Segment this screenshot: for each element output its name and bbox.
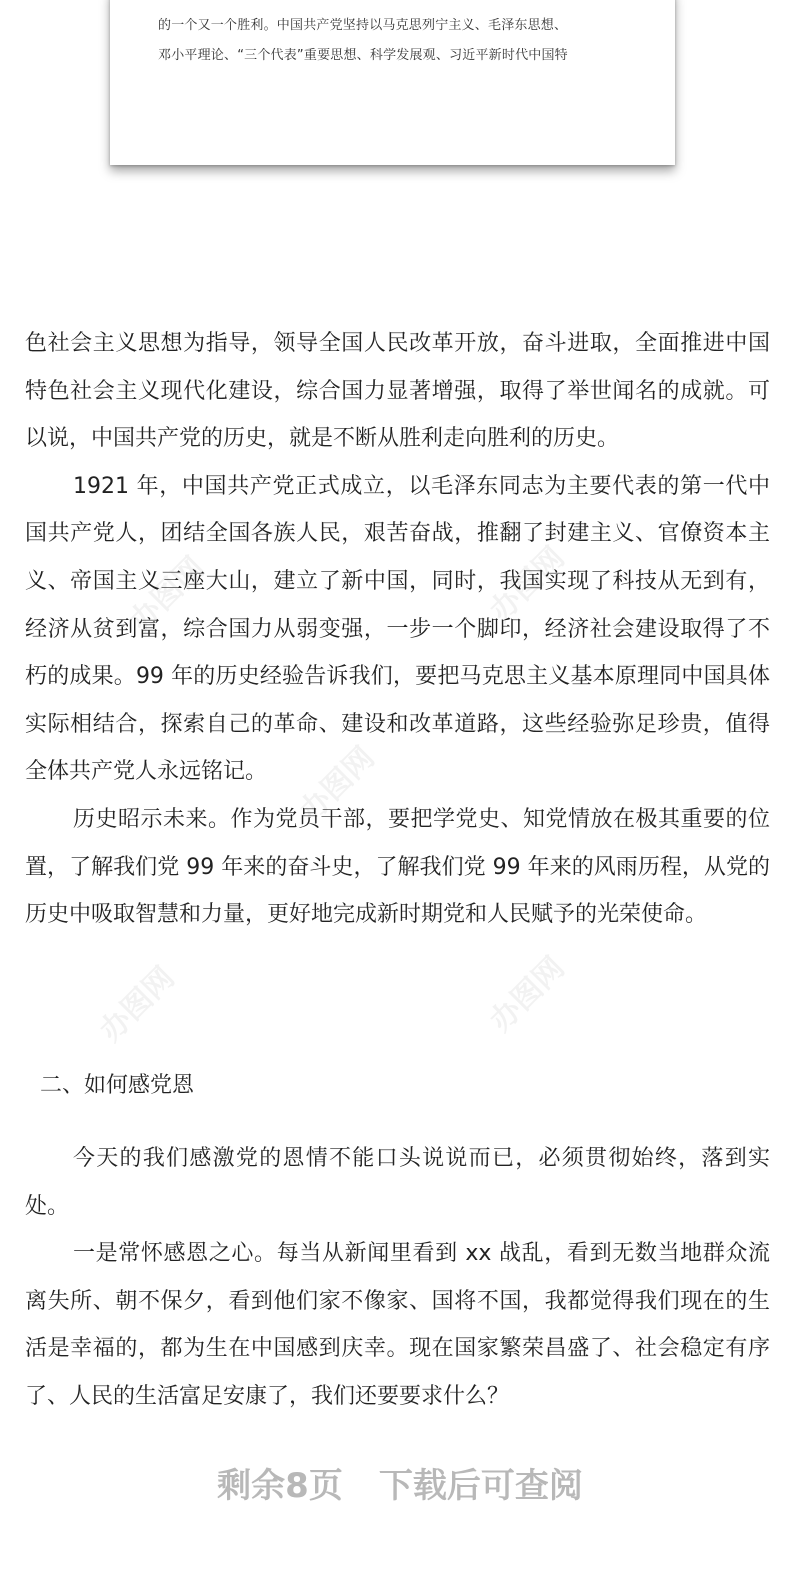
body-paragraph: 一是常怀感恩之心。每当从新闻里看到 xx 战乱，看到无数当地群众流离失所、朝不保夕，看到他们家不像家、国将不国，我都觉得我们现在的生活是幸福的，都为生在中国感到庆幸。现在国家繁荣昌盛了、社会稳定有序了、人民的生活富足安康了，我们还要要求什么？ [25,1241,770,1409]
watermark: 办图网 [93,960,182,1049]
download-prompt[interactable] [0,1458,800,1507]
preview-line: 邓小平理论、“三个代表”重要思想、科学发展观、习近平新时代中国特 [158,48,568,63]
watermark: 办图网 [483,950,572,1039]
preview-line: 的一个又一个胜利。中国共产党坚持以马克思列宁主义、毛泽东思想、 [158,18,568,33]
section-heading: 二、如何感党恩 [40,1073,195,1098]
watermark: 办图网 [123,550,212,639]
body-paragraph: 1921 年，中国共产党正式成立，以毛泽东同志为主要代表的第一代中国共产党人，团结全国各族人民，艰苦奋战，推翻了封建主义、官僚资本主义、帝国主义三座大山，建立了新中国，同时，我国实现了科技从无到有，经济从贫到富，综合国力从弱变强，一步一个脚印，经济社会建设取得了不朽的成果。99 年的历史经验告诉我们，要把马克思主义基本原理同中国具体实际相结合，探索自己的革命、建设和改革道路，这些经验弥足珍贵，值得全体共产党人永远铭记。 [25,473,770,785]
download-hint-label: 下载后可查阅 [378,1466,583,1506]
remaining-pages-label: 剩余8页 [217,1466,343,1506]
body-paragraph: 色社会主义思想为指导，领导全国人民改革开放，奋斗进取，全面推进中国特色社会主义现代化建设，综合国力显著增强，取得了举世闻名的成就。可以说，中国共产党的历史，就是不断从胜利走向胜利的历史。 [25,331,770,452]
document-body [25,320,770,939]
body-paragraph: 历史昭示未来。作为党员干部，要把学党史、知党情放在极其重要的位置，了解我们党 99 年来的奋斗史，了解我们党 99 年来的风雨历程，从党的历史中吸取智慧和力量，更好地完成新时期党和人民赋予的光荣使命。 [25,806,770,928]
watermark: 办图网 [483,540,572,629]
body-paragraph: 今天的我们感激党的恩情不能口头说说而已，必须贯彻始终，落到实处。 [25,1146,770,1219]
preview-page-card [110,0,675,165]
watermark: 办图网 [293,740,382,829]
document-section [25,1135,770,1421]
